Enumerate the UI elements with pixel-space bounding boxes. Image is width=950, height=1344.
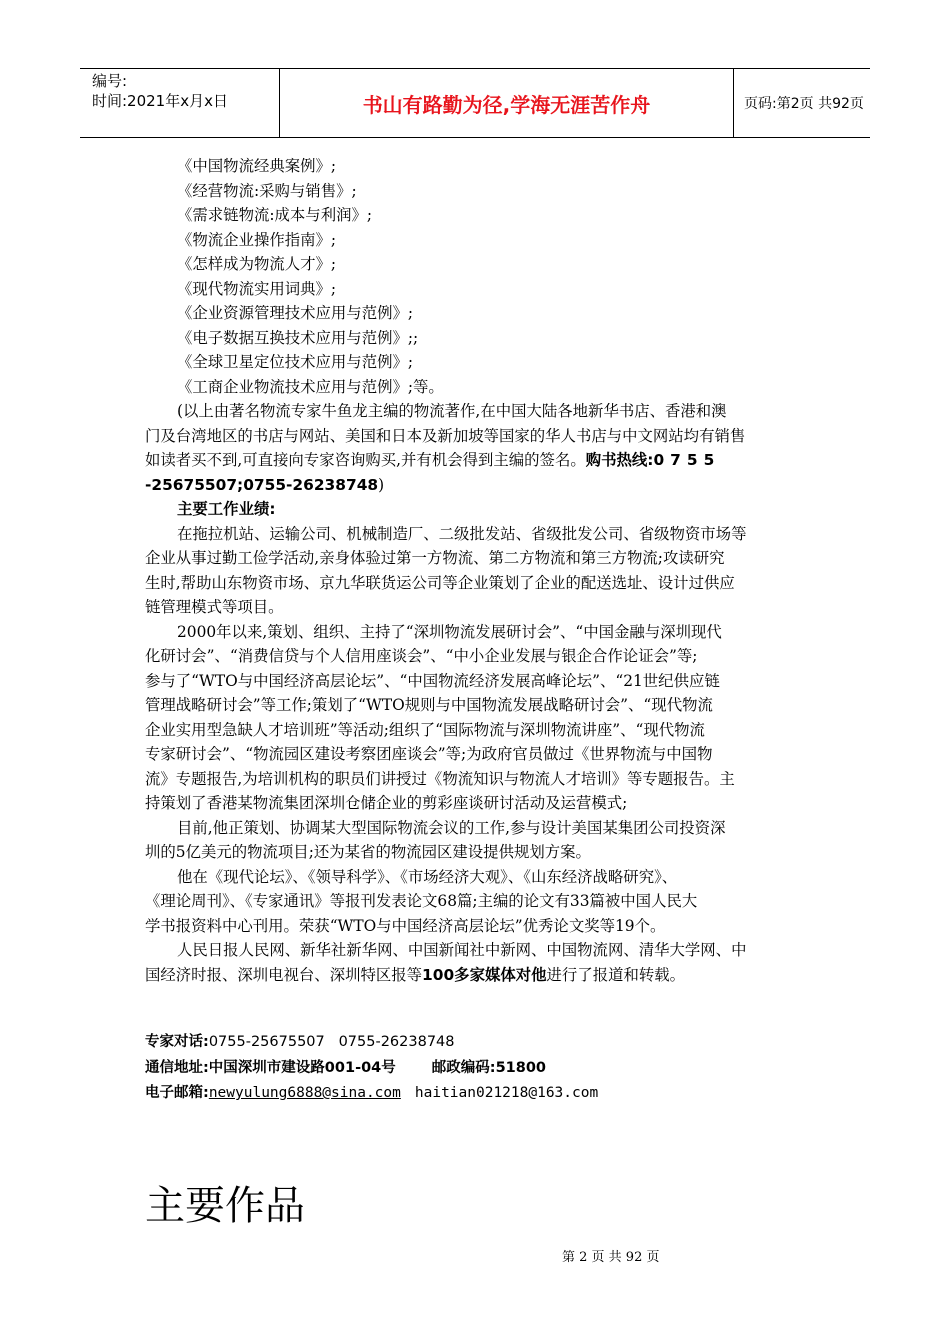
paragraph-line: 企业实用型急缺人才培训班”等活动;组织了“国际物流与深圳物流讲座”、“现代物流 xyxy=(145,720,705,739)
paragraph-line: 生时,帮助山东物资市场、京九华联货运公司等企业策划了企业的配送选址、设计过供应 xyxy=(145,573,735,592)
paragraph-line: 管理战略研讨会”等工作;策划了“WTO规则与中国物流发展战略研讨会”、“现代物流 xyxy=(145,696,713,714)
page-footer: 第 2 页 共 92 页 xyxy=(562,1250,660,1265)
paragraph-line: 他在《现代论坛》、《领导科学》、《市场经济大观》、《山东经济战略研究》、 xyxy=(177,867,678,886)
phone-label: 专家对话: xyxy=(145,1034,209,1050)
email-link[interactable]: newyulung6888@sina.com xyxy=(208,1085,401,1101)
paragraph-line: 2000年以来,策划、组织、主持了“深圳物流发展研讨会”、“中国金融与深圳现代 xyxy=(177,622,722,641)
book-item: 《经营物流:采购与销售》; xyxy=(177,181,357,200)
book-item: 《中国物流经典案例》; xyxy=(177,157,337,175)
header-meta-cell xyxy=(80,69,280,137)
hotline-number: -25675507;0755-26238748 xyxy=(145,475,379,494)
book-item: 《怎样成为物流人才》; xyxy=(177,255,337,273)
contact-address xyxy=(145,1056,845,1082)
hotline-label: 购书热线: xyxy=(585,451,654,469)
paragraph-line: 人民日报人民网、新华社新华网、中国新闻社中新网、中国物流网、清华大学网、中 xyxy=(177,941,747,959)
document-body xyxy=(145,154,807,987)
paragraph-line: 目前,他正策划、协调某大型国际物流会议的工作,参与设计美国某集团公司投资深 xyxy=(177,818,726,837)
paragraph-line: 持策划了香港某物流集团深圳仓储企业的剪彩座谈研讨活动及运营模式; xyxy=(145,794,628,812)
header-motto: 书山有路勤为径,学海无涯苦作舟 xyxy=(280,69,734,137)
work-paragraph-1 xyxy=(145,522,807,620)
work-paragraph-5 xyxy=(145,938,807,987)
paragraph-line: 圳的5亿美元的物流项目;还为某省的物流园区建设提供规划方案。 xyxy=(145,843,591,861)
work-paragraph-2 xyxy=(145,620,807,816)
section-title: 主要作品 xyxy=(145,1183,305,1229)
paragraph-line: 化研讨会”、“消费信贷与个人信用座谈会”、“中小企业发展与银企合作论证会”等; xyxy=(145,647,698,665)
paragraph-line: 链管理模式等项目。 xyxy=(145,598,284,616)
time-label: 时间:2021年x月x日 xyxy=(92,92,228,110)
paragraph-line: 学书报资料中心刊用。荣获“WTO与中国经济高层论坛”优秀论文奖等19个。 xyxy=(145,916,666,935)
book-item: 《电子数据互换技术应用与范例》;; xyxy=(177,328,419,347)
address-label: 通信地址:中国深圳市建设路001-04号 xyxy=(145,1059,396,1076)
book-item: 《企业资源管理技术应用与范例》; xyxy=(177,304,414,322)
contact-email xyxy=(145,1081,845,1107)
paragraph-line: 在拖拉机站、运输公司、机械制造厂、二级批发站、省级批发公司、省级物资市场等 xyxy=(177,524,747,543)
book-item: 《全球卫星定位技术应用与范例》; xyxy=(177,353,414,371)
note-line xyxy=(145,448,807,473)
book-item: 《现代物流实用词典》; xyxy=(177,279,337,298)
email-label: 电子邮箱: xyxy=(145,1085,209,1101)
book-item: 《需求链物流:成本与利润》; xyxy=(177,206,373,224)
paragraph-line: 流》专题报告,为培训机构的职员们讲授过《物流知识与物流人才培训》等专题报告。主 xyxy=(145,769,735,788)
header-page-info: 页码:第2页 共92页 xyxy=(744,96,864,112)
sales-note xyxy=(145,399,807,497)
paragraph-line: 专家研讨会”、“物流园区建设考察团座谈会”等;为政府官员做过《世界物流与中国物 xyxy=(145,745,713,763)
note-line xyxy=(145,473,807,498)
contact-block xyxy=(145,1030,845,1107)
contact-phone xyxy=(145,1030,845,1056)
work-heading: 主要工作业绩: xyxy=(177,500,276,518)
work-paragraph-3 xyxy=(145,816,807,865)
note-text: 如读者买不到,可直接向专家咨询购买,并有机会得到主编的签名。 xyxy=(145,451,586,469)
postal-label: 邮政编码:51800 xyxy=(431,1059,547,1076)
note-line: 门及台湾地区的书店与网站、美国和日本及新加坡等国家的华人书店与中文网站均有销售 xyxy=(145,426,746,445)
media-text: 进行了报道和转载。 xyxy=(546,965,686,984)
code-label: 编号: xyxy=(92,72,128,90)
paragraph-line: 企业从事过勤工俭学活动,亲身体验过第一方物流、第二方物流和第三方物流;攻读研究 xyxy=(145,549,725,567)
book-item: 《工商企业物流技术应用与范例》;等。 xyxy=(177,377,444,396)
phone-value: 0755-25675507 0755-26238748 xyxy=(208,1034,455,1050)
book-item: 《物流企业操作指南》; xyxy=(177,230,337,249)
email-secondary: haitian021218@163.com xyxy=(414,1085,599,1101)
media-text: 国经济时报、深圳电视台、深圳特区报等 xyxy=(145,965,423,984)
paragraph-line: 《理论周刊》、《专家通讯》等报刊发表论文68篇;主编的论文有33篇被中国人民大 xyxy=(145,892,698,910)
work-paragraph-4 xyxy=(145,865,807,939)
paragraph-line xyxy=(145,963,807,988)
page-header-table xyxy=(80,68,870,138)
note-close: ) xyxy=(378,475,385,494)
paragraph-line: 参与了“WTO与中国经济高层论坛”、“中国物流经济发展高峰论坛”、“21世纪供应链 xyxy=(145,671,720,690)
note-line: (以上由著名物流专家牛鱼龙主编的物流著作,在中国大陆各地新华书店、香港和澳 xyxy=(177,402,727,420)
book-list xyxy=(145,154,807,399)
media-count: 100多家媒体对他 xyxy=(422,965,547,984)
hotline-number: 0755 xyxy=(653,451,721,469)
